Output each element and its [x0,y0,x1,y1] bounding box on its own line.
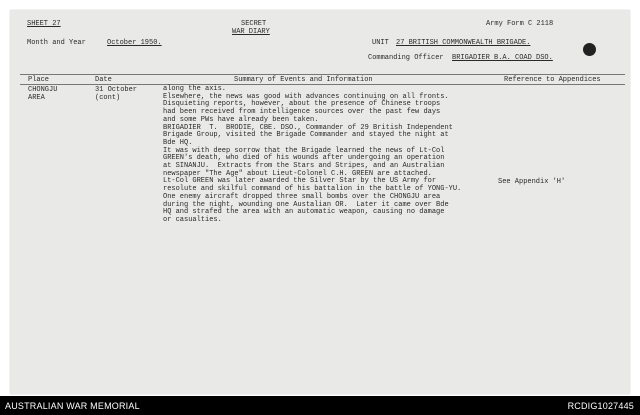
commanding-officer-value: BRIGADIER B.A. COAD DSO. [452,54,553,62]
summary-line: resolute and skilful command of his battalion in the battle of YONG-YU. [163,185,462,194]
month-year-label: Month and Year [27,39,86,47]
record-id: RCDIG1027445 [567,401,634,411]
summary-line: It was with deep sorrow that the Brigade learned the news of Lt-Col [163,146,445,155]
date-line-2: (cont) [95,94,121,102]
summary-line: Lt-Col GREEN was later awarded the Silver Star by the US Army for [163,177,437,186]
summary-line: at SINANJU. Extracts from the Stars and Stripes, and an Australian [163,162,445,171]
archive-footer [0,396,640,415]
summary-line: newspaper "The Age" about Lieut-Colonel C.H. GREEN are attached. [163,169,432,178]
summary-line: BRIGADIER T. BRODIE, CBE. DSO., Commander of 29 British Independent [163,123,453,132]
month-year-value: October 1950. [107,39,162,47]
place-line-2: AREA [28,94,45,102]
war-diary-sheet [10,10,630,394]
appendix-reference: See Appendix 'H' [498,178,566,186]
column-summary: Summary of Events and Information [234,76,373,84]
place-line-1: CHONGJU [28,86,58,94]
summary-line: had been received from intelligence sources over the past few days [163,108,441,117]
column-place: Place [28,76,50,84]
summary-text [163,86,543,225]
summary-line: during the night, wounding one Austalian OR. Later it came over Bde [163,200,449,209]
army-form-label: Army Form C 2118 [486,20,554,28]
table-top-rule [20,74,625,75]
summary-line: or casualties. [163,215,222,224]
punch-hole [583,43,596,56]
header-bottom-rule [20,84,625,85]
column-reference: Reference to Appendices [504,76,601,84]
summary-line: GREEN's death, who died of his wounds after undergoing an operation [163,154,445,163]
date-line-1: 31 October [95,86,138,94]
sheet-number: SHEET 27 [27,20,61,28]
summary-line: Brigade Group, visited the Brigade Commander and stayed the night at [163,131,449,140]
war-diary-title: WAR DIARY [232,28,270,36]
summary-line: Elsewhere, the news was good with advances continuing on all fronts. [163,92,449,101]
unit-value: 27 BRITISH COMMONWEALTH BRIGADE. [396,39,531,47]
summary-line: Disquieting reports, however, about the presence of Chinese troops [163,100,441,109]
summary-line: One enemy aircraft dropped three small bombs over the CHONGJU area [163,192,441,201]
summary-line: HQ and strafed the area with an automatic weapon, causing no damage [163,208,445,217]
summary-line: along the axis. [163,85,227,93]
archive-name: AUSTRALIAN WAR MEMORIAL [5,401,140,411]
unit-label: UNIT [372,39,389,47]
summary-line: and some PWs have already been taken. [163,115,319,124]
summary-line: Bde HQ. [163,138,193,147]
commanding-officer-label: Commanding Officer [368,54,444,62]
secret-label: SECRET [241,20,267,28]
column-date: Date [95,76,112,84]
